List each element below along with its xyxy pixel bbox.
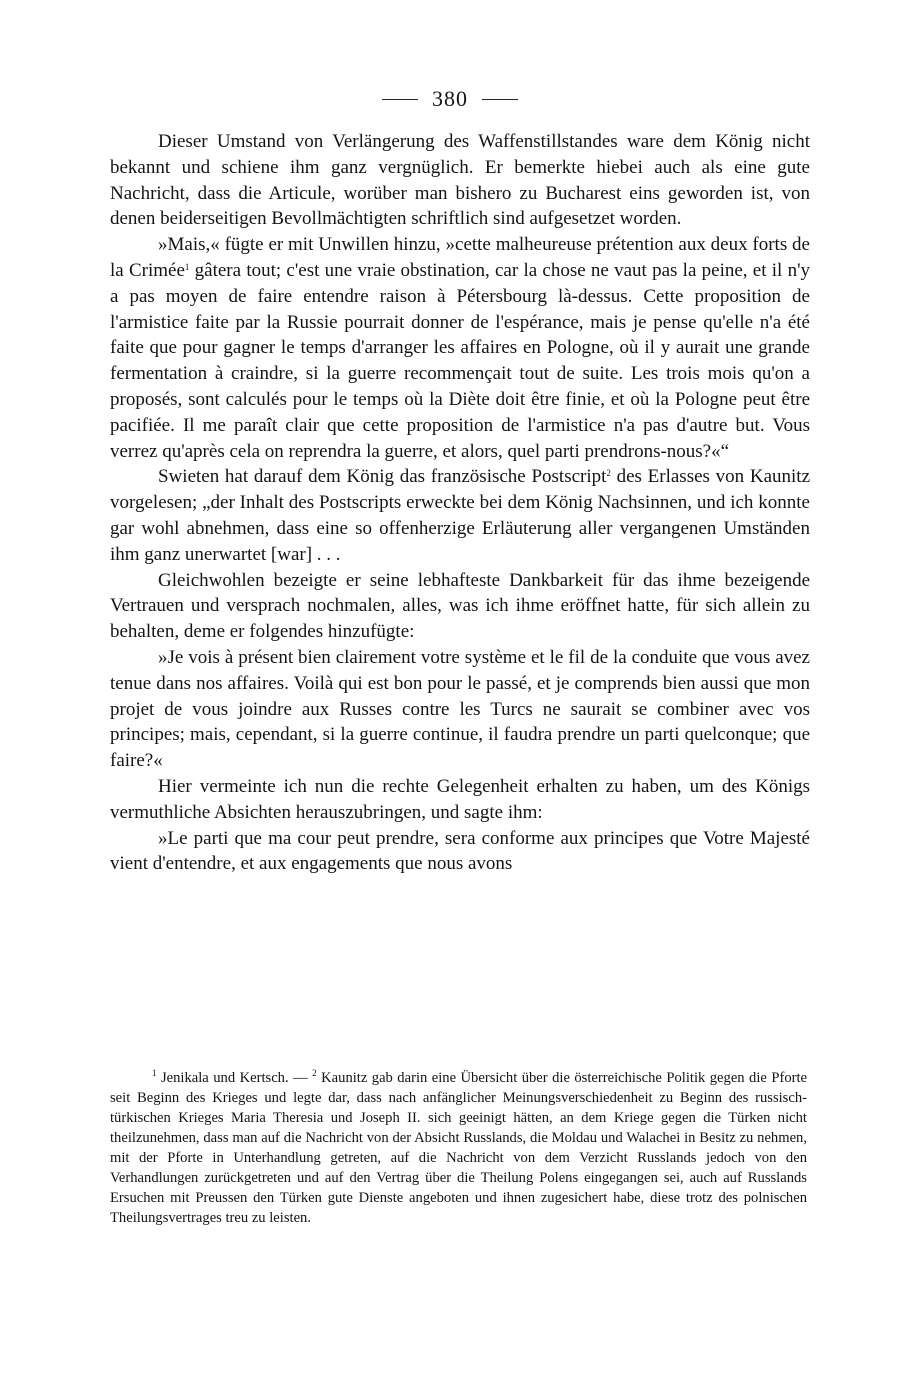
paragraph: Gleichwohlen bezeigte er seine lebhafteste Dankbarkeit für das ihme bezeigende Vertrauen und versprach nochmalen, alles, was ich ihme eröffnet hatte, für sich allein zu behalten, deme er folgendes hinzufügte: bbox=[110, 569, 810, 643]
footnote-marker: 2 bbox=[606, 468, 611, 479]
paragraph: »Le parti que ma cour peut prendre, sera conforme aux principes que Votre Majesté vient d'entendre, et aux engagements que nous avons bbox=[110, 827, 810, 875]
footnote-marker: 1 bbox=[152, 1068, 157, 1078]
paragraph-text: »Mais,« fügte er mit Unwillen hinzu, »cette malheureuse prétention aux deux forts de la Crimée bbox=[110, 234, 810, 281]
footnotes bbox=[110, 1068, 807, 1228]
main-text bbox=[110, 129, 810, 877]
paragraph bbox=[110, 232, 810, 464]
footnote-text: Jenikala und Kertsch. — bbox=[160, 1070, 308, 1086]
paragraph-text: des Erlasses von Kaunitz vorgelesen; „der Inhalt des Postscripts erweckte bei dem König Nachsinnen, und ich konnte gar wohl abnehmen, dass eine so offenherzige Erläuterung aller vergangenen Umständen ihm ganz unerwartet [war] . . . bbox=[110, 466, 811, 565]
page-header bbox=[0, 84, 900, 114]
paragraph: »Je vois à présent bien clairement votre système et le fil de la conduite que vous avez tenue dans nos affaires. Voilà qui est bon pour le passé, et je comprends bien aussi que mon projet de vous joindre aux Russes contre les Turcs ne saurait se combiner avec vos principes; mais, cependant, si la guerre continue, il faudra prendre un parti quelconque; que faire?« bbox=[110, 646, 810, 772]
footnote-marker: 1 bbox=[184, 261, 190, 272]
paragraph: Hier vermeinte ich nun die rechte Gelegenheit erhalten zu haben, um des Königs vermuthliche Absichten herauszubringen, und sagte ihm: bbox=[110, 775, 810, 823]
footnote-text: Kaunitz gab darin eine Übersicht über die österreichische Politik gegen die Pforte seit Beginn des Krieges und legte dar, dass nach anfänglicher Meinungsverschiedenheit zu Beginn des russisch-türkischen Krieges Maria Theresia und Joseph II. sich geeinigt hätten, an dem Kriege gegen die Türken nicht theilzunehmen, dass man auf die Nachricht von der Absicht Russlands, die Moldau und Walachei in Besitz zu nehmen, mit der Pforte in Unterhandlung getreten, auf die Nachricht von dem Verzicht Russlands jedoch von den Verhandlungen zurückgetreten und auf den Vertrag über die Theilung Polens eingegangen sei, auch auf Russlands Ersuchen mit Preussen den Türken gute Dienste angeboten und ihnen zugesichert habe, diese trotz des polnischen Theilungsvertrages treu zu leisten. bbox=[110, 1070, 808, 1226]
paragraph: Dieser Umstand von Verlängerung des Waffenstillstandes ware dem König nicht bekannt und schiene ihm ganz vergnüglich. Er bemerkte hiebei auch als eine gute Nachricht, dass die Articule, worüber man bishero zu Bucharest eins geworden ist, von denen beiderseitigen Bevollmächtigten schriftlich sind aufgesetzet worden. bbox=[110, 131, 810, 230]
page-number: 380 bbox=[432, 86, 468, 111]
paragraph bbox=[110, 464, 810, 567]
header-rule-left bbox=[382, 99, 418, 100]
header-rule-right bbox=[482, 99, 518, 100]
paragraph-text: gâtera tout; c'est une vraie obstination, car la chose ne vaut pas la peine, et il n'y a pas moyen de faire entendre raison à Pétersbourg là-dessus. Cette proposition de l'armistice faite par la Russie pourrait donner de l'espérance, mais je pense qu'elle n'a été faite que pour gagner le temps d'arranger les affaires en Pologne, où il y aurait une grande fermentation à craindre, si la guerre recommençait tout de suite. Les trois mois qu'on a proposés, sont calculés pour le temps où la Diète doit être finie, et où la Pologne peut être pacifiée. Il me paraît clair que cette proposition de l'armistice n'a pas d'autre but. Vous verrez qu'après cela on reprendra la guerre, et alors, quel parti prendrons-nous?«“ bbox=[110, 259, 810, 462]
footnote bbox=[110, 1068, 807, 1228]
footnote-marker: 2 bbox=[312, 1068, 317, 1078]
paragraph-text: Swieten hat darauf dem König das französische Postscript bbox=[158, 466, 607, 488]
